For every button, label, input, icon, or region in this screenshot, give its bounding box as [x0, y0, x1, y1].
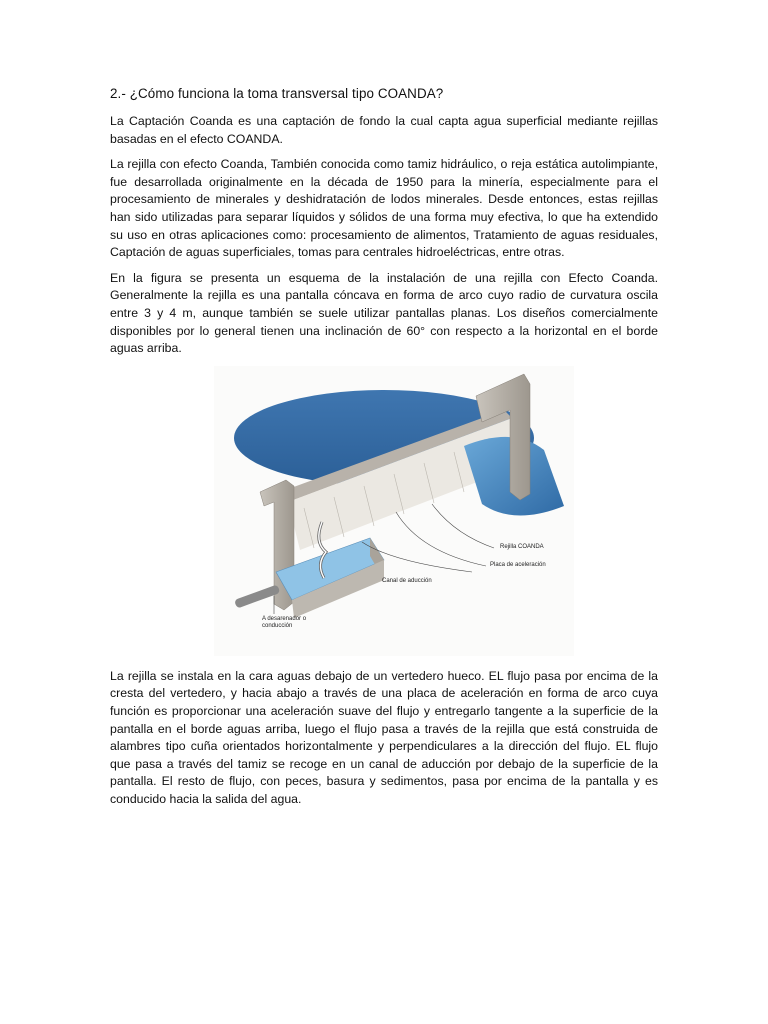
paragraph-installation: La rejilla se instala en la cara aguas debajo de un vertedero hueco. EL flujo pasa por encima de la cresta del vertedero, y hacia abajo a través de una placa de aceleración en forma de arco cuya función es proporcionar una aceleración suave del flujo y entregarlo tangente a la superficie de la pantalla en el borde aguas arriba, luego el flujo pasa a través de la rejilla que está construida de alambres tipo cuña orientados horizontalmente y perpendiculares a la dirección del flujo. EL flujo que pasa a través del tamiz se recoge en un canal de aducción por debajo de la superficie de la pantalla. El resto de flujo, con peces, basura y sedimentos, pasa por encima de la pantalla y es conducido hacia la salida del agua. — [110, 668, 658, 806]
document-page — [110, 86, 658, 816]
question-heading: 2.- ¿Cómo funciona la toma transversal tipo COANDA? — [110, 86, 444, 101]
paragraph-intro: La Captación Coanda es una captación de fondo la cual capta agua superficial mediante rejillas basadas en el efecto COANDA. — [110, 114, 658, 146]
label-desarenador: A desarenador o conducción — [262, 615, 307, 629]
label-rejilla-coanda: Rejilla COANDA — [500, 543, 544, 550]
label-placa-aceleracion: Placa de aceleración — [490, 561, 546, 568]
paragraph-history: La rejilla con efecto Coanda, También conocida como tamiz hidráulico, o reja estática autolimpiante, fue desarrollada originalmente en la década de 1950 para la minería, especialmente para el procesamiento de minerales y deshidratación de lodos minerales. Desde entonces, estas rejillas han sido utilizadas para separar líquidos y sólidos de una forma muy efectiva, lo que ha extendido su uso en otras aplicaciones como: procesamiento de alimentos, Tratamiento de aguas residuales, Captación de aguas superficiales, tomas para centrales hidroeléctricas, entre otras. — [110, 157, 658, 260]
coanda-installation-figure — [214, 366, 574, 656]
paragraph-figure-description: En la figura se presenta un esquema de la instalación de una rejilla con Efecto Coanda. Generalmente la rejilla es una pantalla cóncava en forma de arco cuyo radio de curvatura oscila entre 3 y 4 m, aunque también se suele utilizar pantallas planas. Los diseños comercialmente disponibles por lo general tienen una inclinación de 60° con respecto a la horizontal en el borde aguas arriba. — [110, 270, 658, 356]
coanda-diagram — [214, 366, 574, 656]
label-canal-aduccion: Canal de aducción — [382, 577, 432, 584]
